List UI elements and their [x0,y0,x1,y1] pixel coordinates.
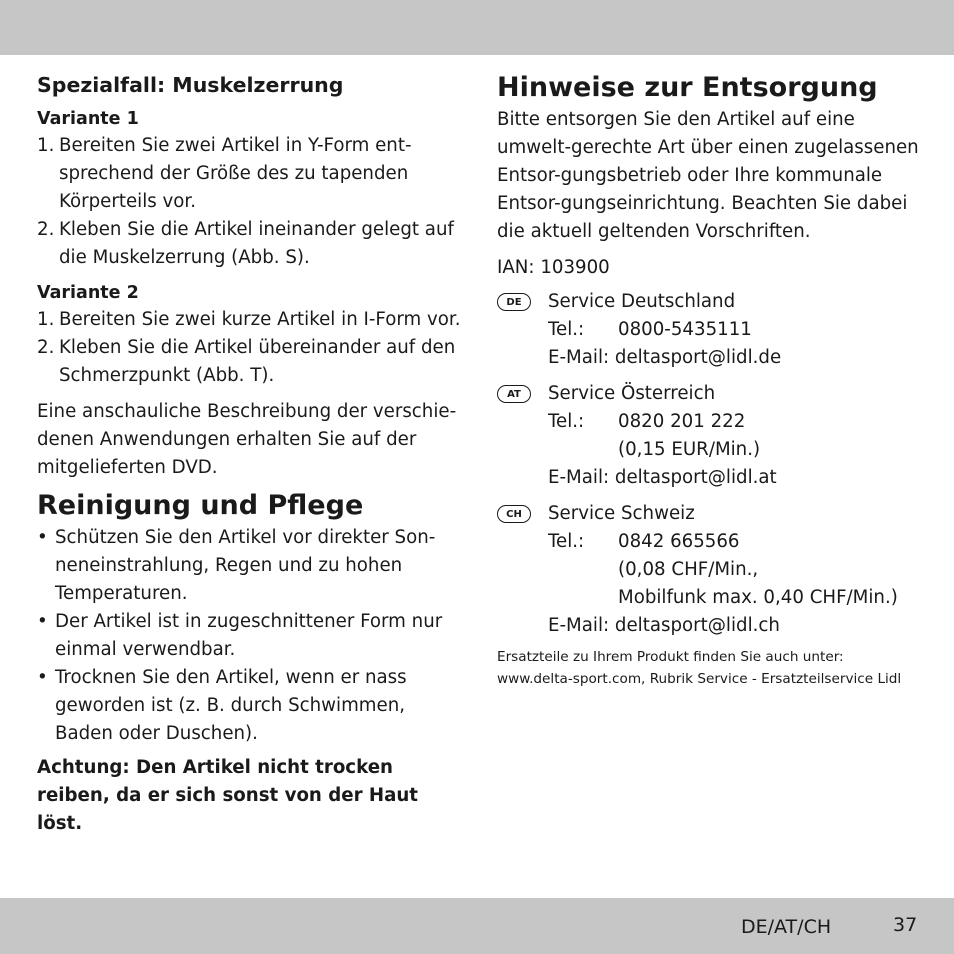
warning-text: Achtung: Den Artikel nicht trocken reiben, da er sich sonst von der Haut löst. [37,757,419,834]
service-de [497,288,927,372]
footer-region: DE/AT/CH [741,916,832,938]
spare-parts-line-1: Ersatzteile zu Ihrem Produkt finden Sie auch unter: [497,649,844,665]
right-column [497,70,927,690]
service-at [497,380,927,492]
service-phone-rate: (0,08 CHF/Min., [618,559,759,580]
service-email: E-Mail: deltasport@lidl.de [548,347,782,368]
ian-number: IAN: 103900 [497,257,610,278]
service-name: Service Schweiz [548,503,695,524]
variant-2-title: Variante 2 [37,283,139,303]
service-phone-rate: (0,15 EUR/Min.) [618,439,761,460]
special-case-title: Spezialfall: Muskelzerrung [37,73,344,97]
disposal-title: Hinweise zur Entsorgung [497,72,878,103]
list-item: • Schützen Sie den Artikel vor direkter Son-neneinstrahlung, Regen und zu hohen Temperaturen. [37,527,436,604]
header-bar [0,0,954,55]
care-list [37,524,462,748]
variant-1-list [37,132,462,272]
list-item: 2. Kleben Sie die Artikel ineinander gelegt auf die Muskelzerrung (Abb. S). [37,219,454,268]
variant-2-list [37,306,462,390]
service-name: Service Deutschland [548,291,736,312]
list-item: 2. Kleben Sie die Artikel übereinander auf den Schmerzpunkt (Abb. T). [37,337,456,386]
list-item: 1. Bereiten Sie zwei Artikel in Y-Form ent-sprechend der Größe des zu tapenden Körperteils vor. [37,135,412,212]
variant-1-title: Variante 1 [37,109,139,129]
left-column [37,70,462,838]
service-name: Service Österreich [548,383,716,404]
service-phone: Tel.: 0820 201 222 [548,411,746,432]
page-number: 37 [893,914,918,936]
dvd-paragraph: Eine anschauliche Beschreibung der verschie-denen Anwendungen erhalten Sie auf der mitgelieferten DVD. [37,401,457,478]
disposal-paragraph: Bitte entsorgen Sie den Artikel auf eine umwelt-gerechte Art über einen zugelassenen Entsor-gungsbetrieb oder Ihre kommunale Entsor-gungseinrichtung. Beachten Sie dabei die aktuell geltenden Vorschriften. [497,109,919,242]
care-title: Reinigung und Pflege [37,490,364,521]
list-item: • Der Artikel ist in zugeschnittener Form nur einmal verwendbar. [37,611,443,660]
country-badge-ch-icon: CH [497,505,531,523]
list-item: 1. Bereiten Sie zwei kurze Artikel in I-Form vor. [37,309,461,330]
service-ch [497,500,927,640]
country-badge-de-icon: DE [497,293,531,311]
service-phone: Tel.: 0800-5435111 [548,319,752,340]
country-badge-at-icon: AT [497,385,531,403]
service-email: E-Mail: deltasport@lidl.at [548,467,777,488]
service-phone-rate-mobile: Mobilfunk max. 0,40 CHF/Min.) [618,587,898,608]
spare-parts-line-2: www.delta-sport.com, Rubrik Service - Ersatzteilservice Lidl [497,671,902,687]
service-email: E-Mail: deltasport@lidl.ch [548,615,780,636]
service-phone: Tel.: 0842 665566 [548,531,740,552]
list-item: • Trocknen Sie den Artikel, wenn er nass geworden ist (z. B. durch Schwimmen, Baden oder Duschen). [37,667,407,744]
